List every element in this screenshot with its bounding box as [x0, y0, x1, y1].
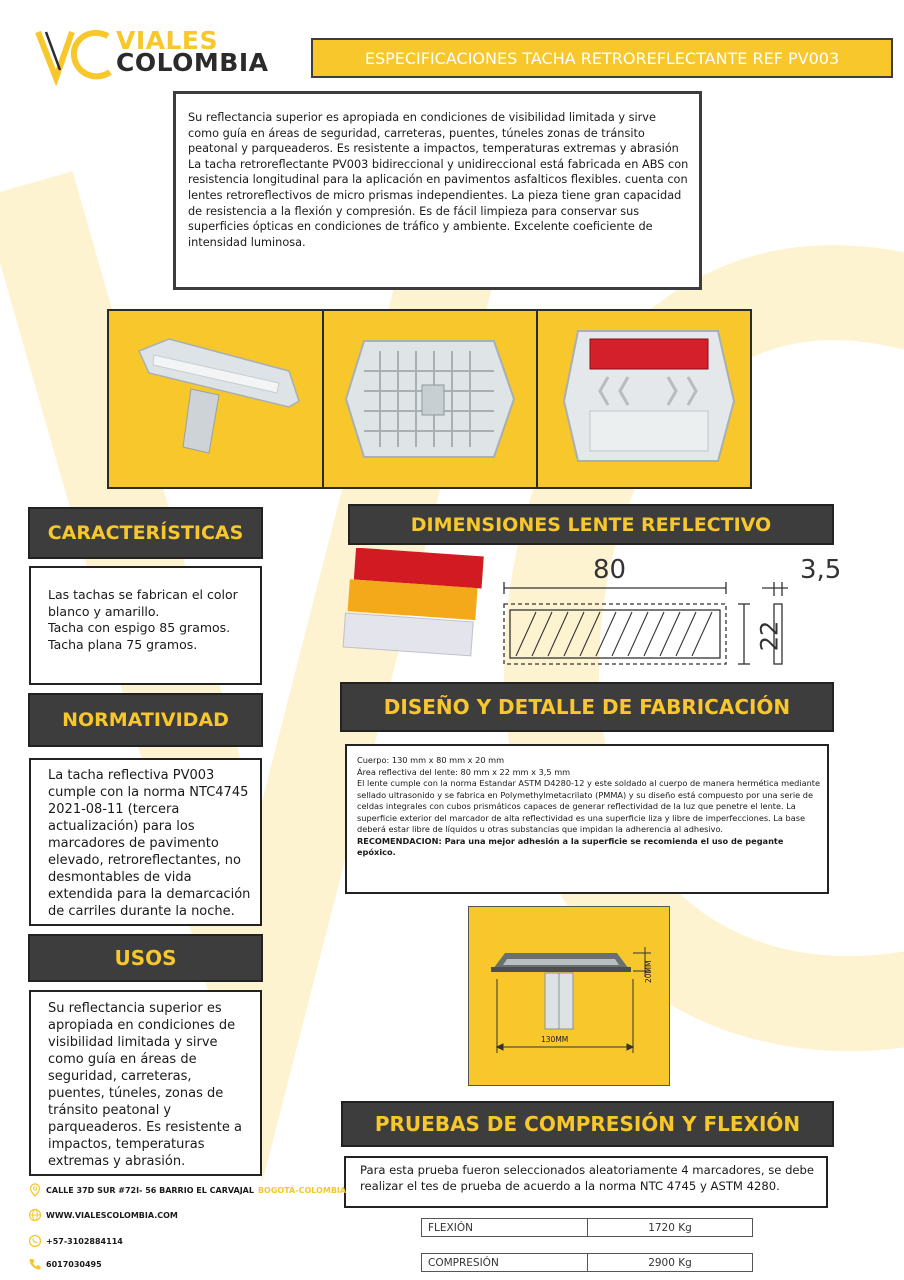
- normatividad-box: [29, 758, 262, 926]
- caracteristicas-line: Las tachas se fabrican el color: [48, 587, 238, 602]
- normatividad-title: NORMATIVIDAD: [28, 693, 263, 747]
- contact-address: [28, 1183, 346, 1197]
- diagram-height-label: 20MM: [644, 960, 653, 983]
- table-row-flexion: [421, 1218, 753, 1237]
- caracteristicas-box: [29, 566, 262, 685]
- usos-title: USOS: [28, 934, 263, 982]
- contact-web: [28, 1208, 178, 1222]
- globe-icon: [28, 1208, 42, 1222]
- whatsapp-icon: [28, 1234, 42, 1248]
- intro-text: Su reflectancia superior es apropiada en condiciones de visibilidad limitada y sirve como guía en áreas de seguridad, carreteras, puentes, túneles zonas de tránsito peatonal y parqueaderos. Es resistente a impactos, temperaturas extremas y abrasión La tacha retroreflectante PV003 bidireccional y unidireccional está fabricada en ABS con resistencia longitudinal para la aplicación en pavimentos asfalticos flexibles. cuenta con lentes retroreflectivos de micro prismas independientes. La pieza tiene gran capacidad de resistencia a la flexión y compresión. Es de fácil limpieza para conservar sus superficies ópticas en condiciones de tráfico y ambiente. Excelente coeficiente de intensidad luminosa.: [188, 111, 689, 249]
- photo-bottom-view: [324, 311, 538, 487]
- caracteristicas-line: Tacha plana 75 gramos.: [48, 636, 198, 652]
- phone-icon: [28, 1257, 42, 1271]
- caracteristicas-title: CARACTERÍSTICAS: [28, 507, 263, 559]
- diseno-box: [345, 744, 829, 894]
- diseno-cuerpo: Cuerpo: 130 mm x 80 mm x 20 mm: [357, 755, 505, 765]
- flexion-value: 1720 Kg: [648, 1221, 692, 1234]
- brand-line2: COLOMBIA: [116, 48, 269, 77]
- dimensiones-title: DIMENSIONES LENTE REFLECTIVO: [348, 504, 834, 545]
- lens-height-label: 22: [755, 620, 784, 652]
- contact-whatsapp: [28, 1234, 123, 1248]
- diseno-lente: El lente cumple con la norma Estandar ASTM D4280-12 y este soldado al cuerpo de manera hermética mediante sellado ultrasonido y se fabrica en Polymethylmetacrilato (PMMA) y su diseño está compuesto por una serie de celdas integrales con cubos prismáticos capaces de generar reflectividad de la luz que penetre el lente. La superficie exterior del marcador de alta reflectividad es una superficie liza y libre de imperfecciones. La base deberá estar libre de líquidos u otras substancias que impidan la adherencia al adhesivo.: [357, 778, 821, 834]
- product-photos: [107, 309, 752, 489]
- compresion-value: 2900 Kg: [648, 1256, 692, 1269]
- diseno-title: DISEÑO Y DETALLE DE FABRICACIÓN: [340, 682, 834, 732]
- contact-phone: [28, 1257, 102, 1271]
- lens-thickness-label: 3,5: [800, 555, 842, 585]
- pruebas-box: [344, 1156, 828, 1208]
- lens-length-label: 80: [593, 555, 627, 585]
- compresion-label: COMPRESIÓN: [422, 1254, 588, 1271]
- address-text: CALLE 37D SUR #72I- 56 BARRIO EL CARVAJAL: [46, 1185, 254, 1195]
- photo-top-view: [538, 311, 752, 487]
- web-link[interactable]: WWW.VIALESCOLOMBIA.COM: [46, 1210, 178, 1220]
- product-diagram: [468, 906, 670, 1086]
- location-pin-icon: [28, 1183, 42, 1197]
- address-city: BOGOTÁ-COLOMBIA: [257, 1185, 347, 1195]
- caracteristicas-line: blanco y amarillo.: [48, 603, 160, 619]
- page-title: ESPECIFICACIONES TACHA RETROREFLECTANTE REF PV003: [311, 38, 893, 78]
- pruebas-title: PRUEBAS DE COMPRESIÓN Y FLEXIÓN: [341, 1101, 834, 1147]
- whatsapp-number[interactable]: +57-3102884114: [46, 1236, 123, 1246]
- lens-colors-image: [342, 548, 492, 668]
- vc-logo-mark-icon: [34, 26, 114, 86]
- diagram-width-label: 130MM: [541, 1035, 569, 1044]
- usos-box: [29, 990, 262, 1176]
- table-row-compresion: [421, 1253, 753, 1272]
- pruebas-text: Para esta prueba fueron seleccionados aleatoriamente 4 marcadores, se debe realizar el tes de prueba de acuerdo a la norma NTC 4745 y ASTM 4280.: [360, 1163, 815, 1193]
- diseno-area: Área reflectiva del lente: 80 mm x 22 mm x 3,5 mm: [357, 766, 571, 777]
- caracteristicas-line: Tacha con espigo 85 gramos.: [48, 620, 231, 635]
- normatividad-text: La tacha reflectiva PV003 cumple con la norma NTC4745 2021-08-11 (tercera actualización) para los marcadores de pavimento elevado, retroreflectantes, no desmontables de vida extendida para la demarcación de carriles durante la noche.: [48, 768, 251, 919]
- photo-side-view: [109, 311, 324, 487]
- diseno-recomendacion: RECOMENDACION: Para una mejor adhesión a la superficie se recomienda el uso de pegante epóxico.: [357, 835, 784, 857]
- intro-box: [173, 91, 702, 290]
- brand-logo: [34, 26, 284, 86]
- flexion-label: FLEXIÓN: [422, 1219, 588, 1236]
- brand-line1: VIALES: [116, 26, 219, 55]
- usos-text: Su reflectancia superior es apropiada en condiciones de visibilidad limitada y sirve como guía en áreas de seguridad, carreteras, puentes, túneles, zonas de tránsito peatonal y parqueaderos. Es resistente a impactos, temperaturas extremas y abrasión.: [48, 1001, 242, 1169]
- phone-number[interactable]: 6017030495: [46, 1259, 102, 1269]
